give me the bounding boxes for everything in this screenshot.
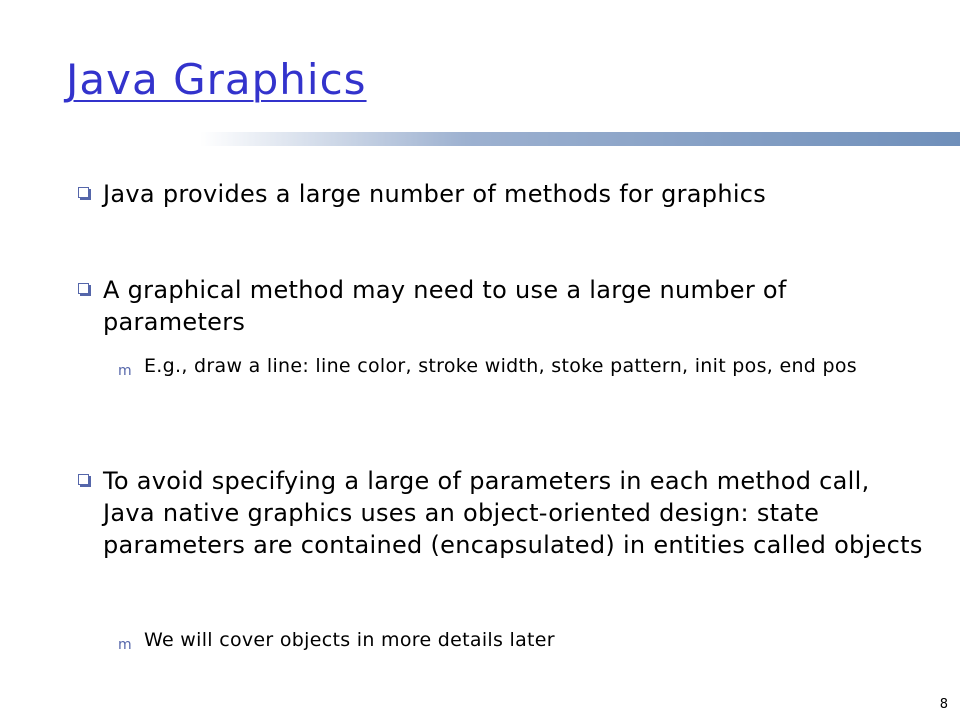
title-divider	[200, 132, 960, 146]
sub-bullet-item	[118, 353, 908, 379]
hollow-square-icon	[78, 187, 89, 198]
bullet-item	[78, 274, 928, 338]
bullet-item	[78, 465, 928, 561]
sub-bullet-text: We will cover objects in more details later	[144, 629, 555, 651]
hollow-square-icon	[78, 474, 89, 485]
m-glyph-icon: m	[118, 637, 132, 653]
m-glyph-icon: m	[118, 363, 132, 379]
sub-bullet-text: E.g., draw a line: line color, stroke width, stoke pattern, init pos, end pos	[144, 355, 857, 377]
bullet-item	[78, 178, 928, 210]
sub-bullet-item	[118, 627, 908, 653]
bullet-text: To avoid specifying a large of parameters in each method call, Java native graphics uses an object-oriented design: state parameters are contained (encapsulated) in entities called objects	[103, 467, 923, 559]
bullet-text: A graphical method may need to use a large number of parameters	[103, 276, 787, 336]
bullet-text: Java provides a large number of methods for graphics	[103, 180, 767, 208]
hollow-square-icon	[78, 283, 89, 294]
page-number: 8	[939, 697, 948, 712]
slide-title: Java Graphics	[66, 55, 367, 104]
